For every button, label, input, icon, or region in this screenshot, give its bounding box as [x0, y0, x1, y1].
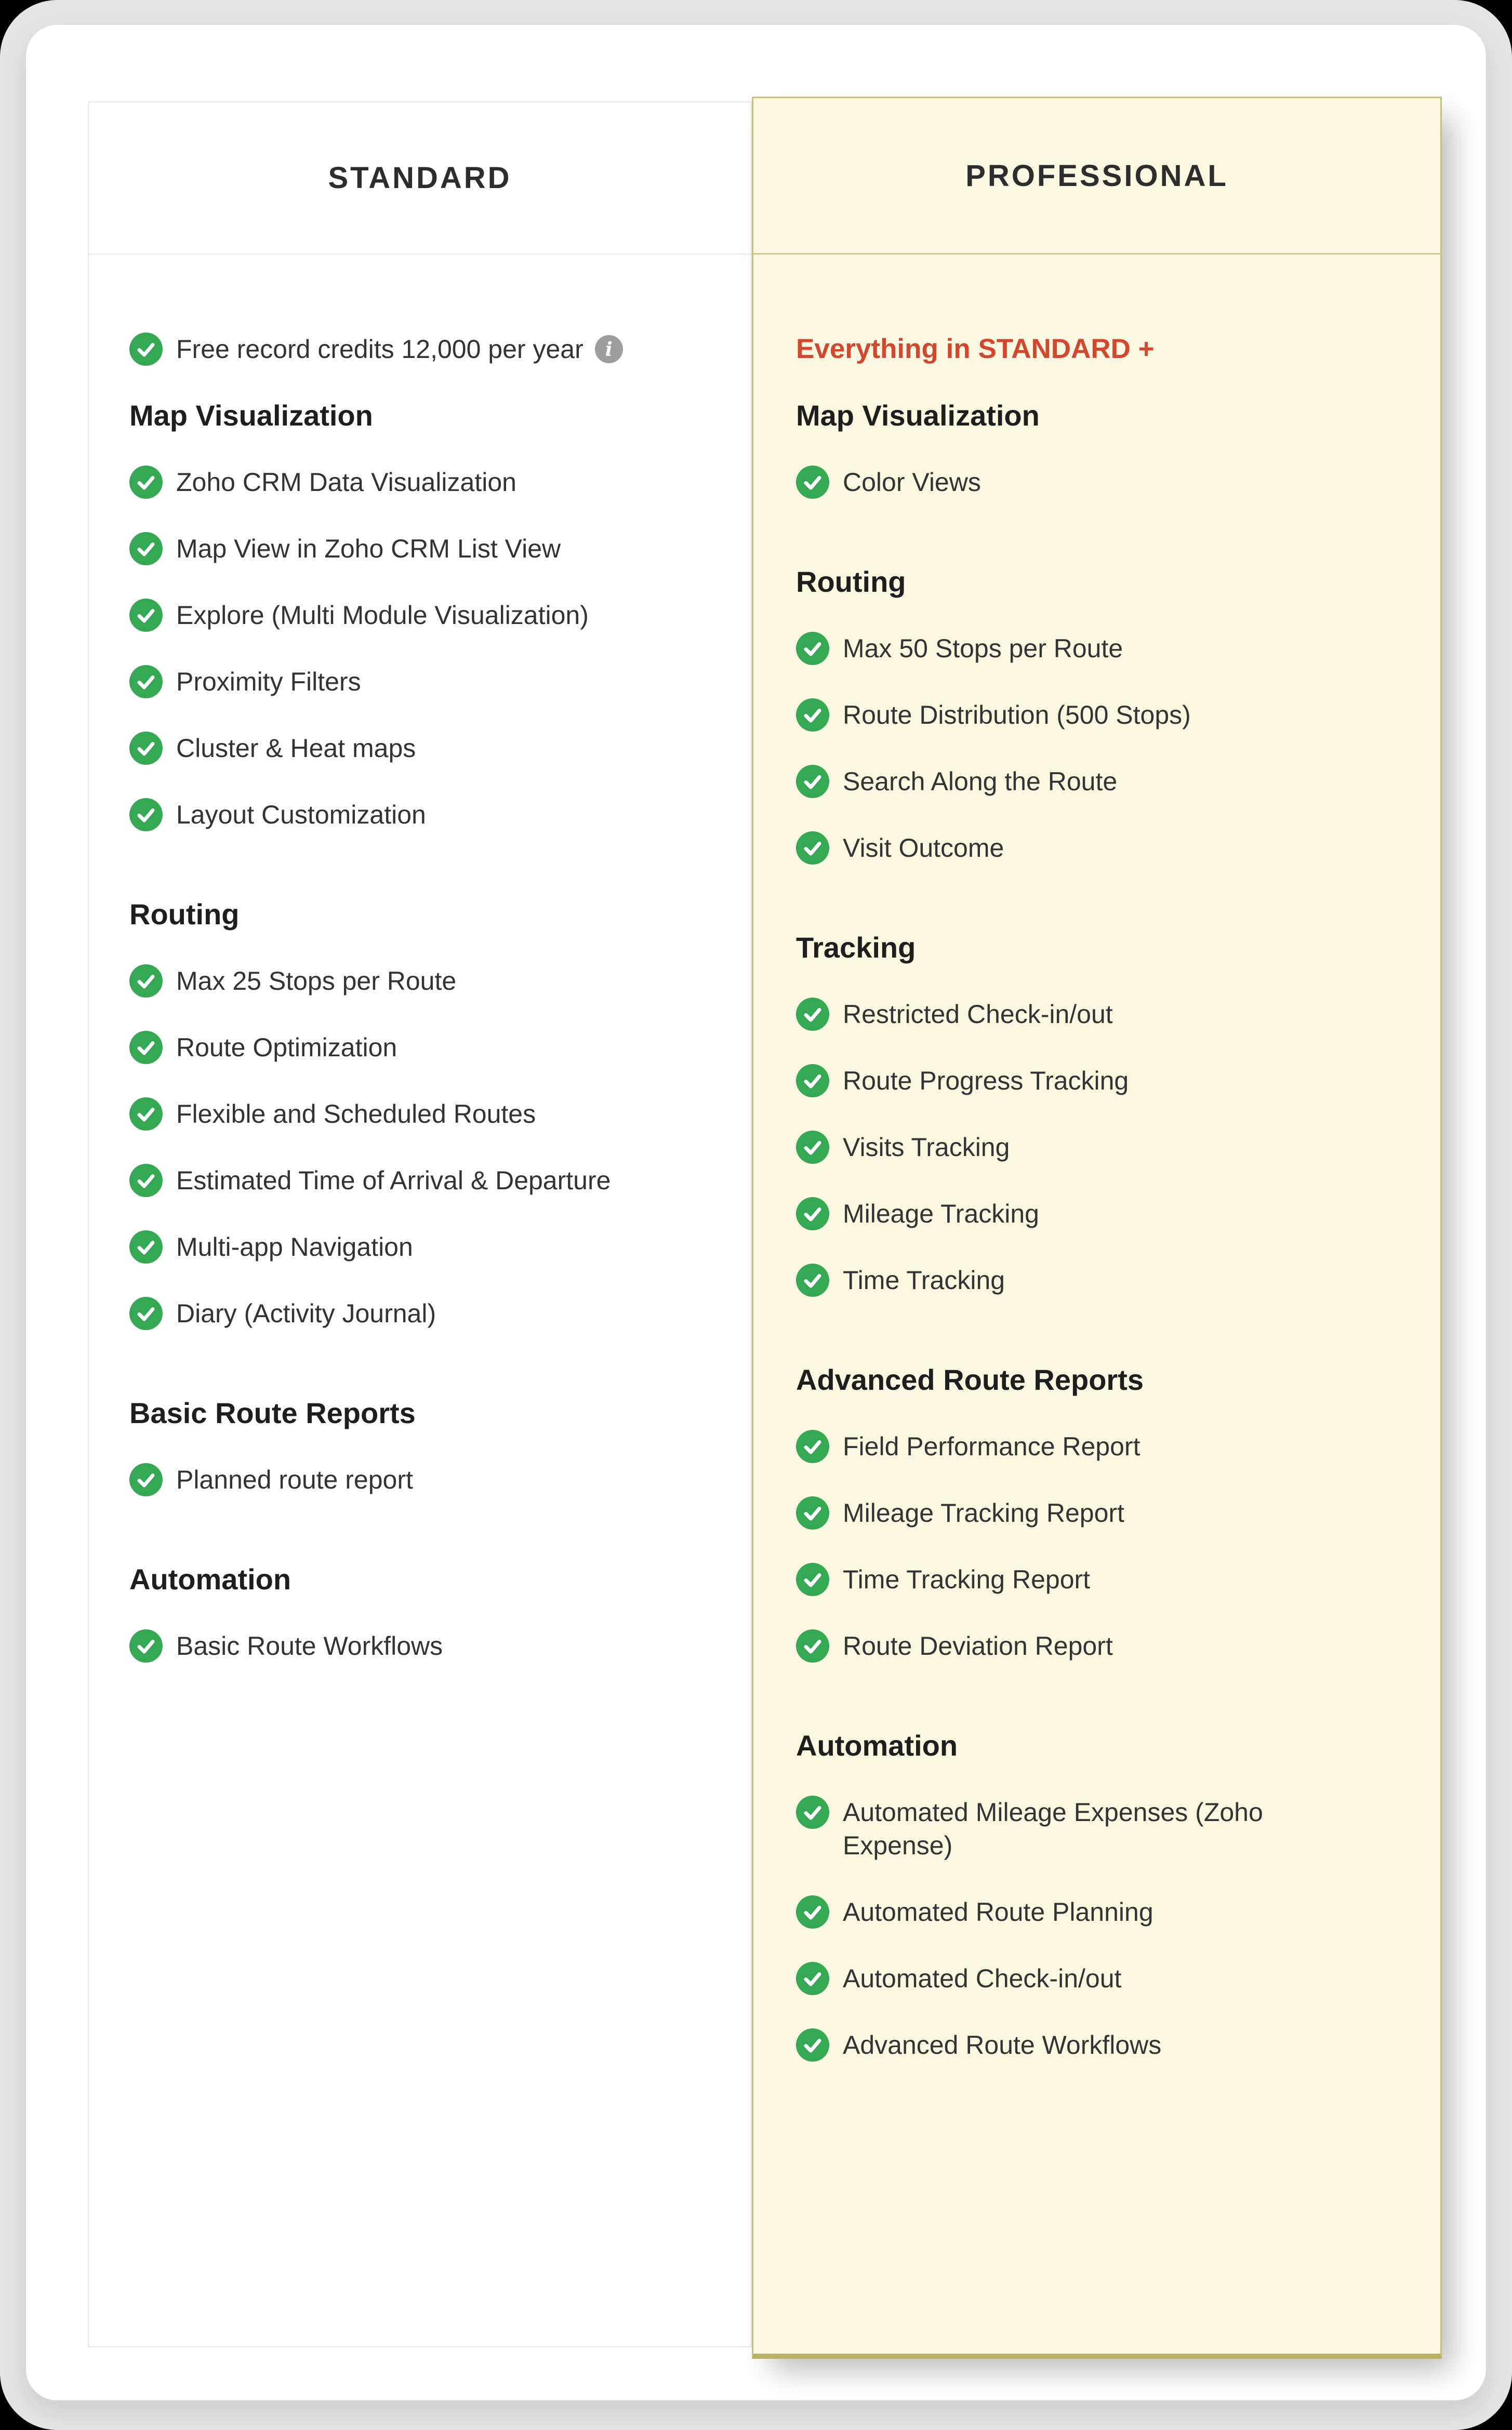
feature-item-label: Proximity Filters: [176, 667, 361, 696]
feature-item-label: Advanced Route Workflows: [843, 2030, 1162, 2060]
check-icon: [796, 1131, 829, 1164]
feature-item: [129, 532, 730, 565]
feature-item: [796, 1496, 1420, 1530]
feature-item: [796, 2028, 1420, 2062]
professional-feature-list: [753, 255, 1440, 2062]
section-title: Routing: [796, 565, 906, 598]
section-title: Map Visualization: [129, 399, 373, 432]
check-icon: [796, 2028, 829, 2062]
check-icon: [129, 1164, 163, 1197]
feature-item: [796, 1563, 1420, 1596]
check-icon: [129, 732, 163, 765]
feature-item: [796, 765, 1420, 798]
section-title: Basic Route Reports: [129, 1397, 416, 1429]
feature-item-label: Planned route report: [176, 1465, 413, 1494]
check-icon: [796, 698, 829, 732]
feature-item: [796, 632, 1420, 665]
feature-item-label: Route Optimization: [176, 1033, 397, 1062]
feature-item-label: Mileage Tracking: [843, 1199, 1039, 1228]
plan-comparison-card: [26, 25, 1486, 2400]
check-icon: [129, 1297, 163, 1330]
check-icon: [129, 333, 163, 366]
section-title: Routing: [129, 898, 240, 931]
feature-item: [129, 1629, 730, 1663]
feature-section: [129, 1563, 730, 1663]
check-icon: [129, 1097, 163, 1131]
feature-item: [796, 1962, 1420, 1995]
standard-feature-list: [89, 255, 751, 1663]
check-icon: [796, 831, 829, 865]
feature-item: [796, 831, 1420, 865]
feature-item-label: Time Tracking Report: [843, 1565, 1091, 1594]
feature-item: [796, 698, 1420, 732]
feature-item-label: Max 50 Stops per Route: [843, 634, 1123, 663]
feature-item-label: Flexible and Scheduled Routes: [176, 1099, 536, 1128]
feature-section: [796, 1729, 1420, 2062]
feature-item: [796, 998, 1420, 1031]
feature-item: [129, 665, 730, 698]
feature-item-label: Time Tracking: [843, 1266, 1005, 1295]
feature-item-label: Route Distribution (500 Stops): [843, 700, 1191, 729]
check-icon: [129, 1629, 163, 1663]
check-icon: [129, 599, 163, 632]
check-icon: [796, 1430, 829, 1463]
check-icon: [796, 466, 829, 499]
section-title: Automation: [129, 1563, 291, 1596]
feature-item-label: Mileage Tracking Report: [843, 1498, 1124, 1528]
check-icon: [129, 665, 163, 698]
feature-item-label: Map View in Zoho CRM List View: [176, 534, 561, 563]
feature-item-label: Estimated Time of Arrival & Departure: [176, 1166, 611, 1195]
feature-item-label: Search Along the Route: [843, 767, 1118, 796]
feature-item: [796, 1197, 1420, 1230]
check-icon: [796, 1064, 829, 1097]
feature-item-label: Zoho CRM Data Visualization: [176, 468, 516, 497]
feature-item-label: Automated Check-in/out: [843, 1964, 1122, 1993]
feature-item-label: Cluster & Heat maps: [176, 734, 416, 763]
feature-item: [129, 333, 730, 366]
feature-item-label: Automated Route Planning: [843, 1897, 1153, 1927]
feature-item: [796, 1264, 1420, 1297]
feature-item: [796, 1430, 1420, 1463]
info-icon[interactable]: i: [595, 335, 623, 363]
section-title: Advanced Route Reports: [796, 1363, 1144, 1396]
standard-column: [88, 101, 752, 2347]
professional-column: [752, 97, 1442, 2359]
professional-column-header: [753, 98, 1440, 255]
feature-item: [796, 466, 1420, 499]
feature-item-label: Basic Route Workflows: [176, 1631, 443, 1661]
check-icon: [796, 1197, 829, 1230]
check-icon: [796, 1496, 829, 1530]
feature-item: [129, 732, 730, 765]
feature-item: [129, 964, 730, 998]
standard-column-header: [89, 102, 751, 255]
feature-item-label: Automated Mileage Expenses (Zoho Expense): [843, 1798, 1263, 1860]
feature-item-label: Explore (Multi Module Visualization): [176, 601, 589, 630]
check-icon: [129, 466, 163, 499]
feature-item-label: Visits Tracking: [843, 1133, 1010, 1162]
professional-plan-title: PROFESSIONAL: [965, 158, 1228, 193]
check-icon: [129, 798, 163, 831]
feature-section: [129, 898, 730, 1330]
check-icon: [796, 765, 829, 798]
feature-item-label: Route Deviation Report: [843, 1631, 1113, 1661]
feature-item: [129, 1031, 730, 1064]
feature-item: [796, 1131, 1420, 1164]
check-icon: [796, 1895, 829, 1929]
check-icon: [796, 1962, 829, 1995]
check-icon: [129, 964, 163, 998]
check-icon: [796, 1264, 829, 1297]
section-title: Automation: [796, 1729, 958, 1762]
check-icon: [796, 1563, 829, 1596]
section-title: Map Visualization: [796, 399, 1040, 432]
feature-section: [796, 399, 1420, 499]
check-icon: [796, 998, 829, 1031]
feature-item: [129, 1297, 730, 1330]
feature-item-label: Route Progress Tracking: [843, 1066, 1129, 1095]
check-icon: [129, 1463, 163, 1496]
feature-item-label: Free record credits 12,000 per year: [176, 335, 583, 364]
check-icon: [796, 1629, 829, 1663]
feature-item: [129, 466, 730, 499]
feature-item: [796, 1895, 1420, 1929]
check-icon: [129, 1230, 163, 1264]
feature-item-label: Restricted Check-in/out: [843, 1000, 1113, 1029]
feature-section: [796, 931, 1420, 1297]
feature-item: [129, 1463, 730, 1496]
check-icon: [796, 632, 829, 665]
section-title: Tracking: [796, 931, 916, 964]
check-icon: [129, 532, 163, 565]
feature-item-label: Max 25 Stops per Route: [176, 966, 457, 995]
feature-item: [129, 1164, 730, 1197]
feature-section: [129, 1397, 730, 1496]
feature-item-label: Color Views: [843, 468, 981, 497]
feature-item: [796, 1796, 1420, 1862]
feature-item-label: Field Performance Report: [843, 1432, 1140, 1461]
feature-item: [796, 1064, 1420, 1097]
check-icon: [796, 1796, 829, 1829]
feature-item: [129, 1097, 730, 1131]
feature-item: [129, 599, 730, 632]
feature-item: [129, 1230, 730, 1264]
feature-item-label: Multi-app Navigation: [176, 1232, 413, 1262]
everything-in-standard-note: Everything in STANDARD +: [796, 334, 1155, 364]
feature-section: [129, 399, 730, 831]
feature-item-label: Diary (Activity Journal): [176, 1299, 436, 1328]
feature-item: [796, 1629, 1420, 1663]
feature-item: [129, 798, 730, 831]
feature-item-label: Visit Outcome: [843, 833, 1004, 862]
feature-section: [796, 565, 1420, 865]
feature-item-label: Layout Customization: [176, 800, 426, 829]
standard-plan-title: STANDARD: [328, 161, 512, 195]
check-icon: [129, 1031, 163, 1064]
feature-section: [796, 1363, 1420, 1663]
